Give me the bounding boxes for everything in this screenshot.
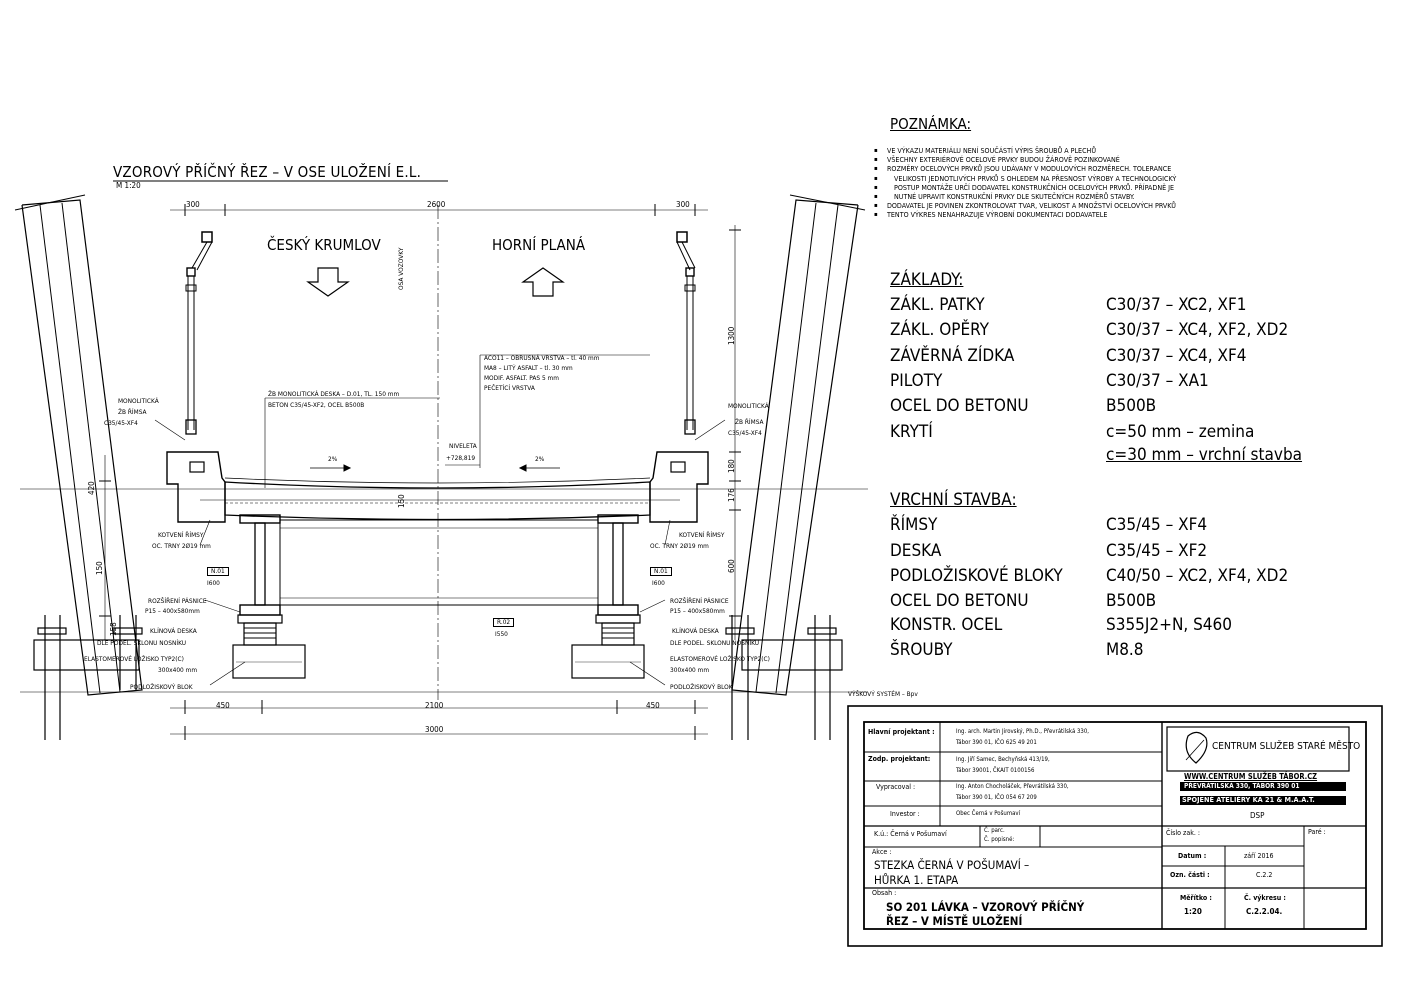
dim-176: 176 <box>727 488 736 502</box>
ku-label: K.ú.: Černá v Pošumaví <box>874 830 947 838</box>
datum-value: září 2016 <box>1244 852 1274 860</box>
pasnice-left-1: ROZŠÍŘENÍ PÁSNICE <box>148 597 207 605</box>
n01-left-profile: I600 <box>207 579 220 587</box>
note-item: ▪ VŠECHNY EXTERIÉROVÉ OCELOVÉ PRVKY BUDOU ŽÁROVĚ POZINKOVANÉ <box>874 155 1294 164</box>
vrchni-value: C35/45 – XF4 <box>1106 515 1208 535</box>
klinova-right-2: DLE PODEL. SKLONU NOSNÍKU <box>670 639 760 647</box>
vrchni-value: M8.8 <box>1106 640 1144 660</box>
kotveni-left-2: OC. TRNY 2Ø19 mm <box>152 542 211 550</box>
zodp-projektant-line2: Tábor 39001, ČKAIT 0100156 <box>956 767 1035 774</box>
dim-150b: 150 <box>95 561 104 575</box>
pasnice-right-1: ROZŠÍŘENÍ PÁSNICE <box>670 597 729 605</box>
vrchni-key: ŠROUBY <box>890 640 953 660</box>
investor-label: Investor : <box>890 810 920 818</box>
zaklady-value: B500B <box>1106 396 1157 416</box>
lozisko-right-2: 300x400 mm <box>670 666 710 674</box>
deck-label-2: BETON C35/45-XF2, OCEL B500B <box>268 401 365 409</box>
rimsa-right-3: C35/45-XF4 <box>728 429 762 437</box>
vypracoval-line2: Tábor 390 01, IČO 054 67 209 <box>956 794 1037 801</box>
zaklady-value: C30/37 – XC4, XF4 <box>1106 346 1247 366</box>
dim-bot-mid: 2100 <box>425 701 444 710</box>
niveleta-value: +728,819 <box>446 454 476 462</box>
lozisko-left-2: 300x400 mm <box>158 666 198 674</box>
vrchni-value: S355J2+N, S460 <box>1106 615 1232 635</box>
meritko-value: 1:20 <box>1184 907 1202 916</box>
notes-heading: POZNÁMKA: <box>890 115 972 133</box>
dim-bot-total: 3000 <box>425 725 444 734</box>
note-item-cont: ▪ NUTNÉ UPRAVIT KONSTRUKČNÍ PRVKY DLE SKUTEČNÝCH ROZMĚRŮ STAVBY. <box>874 192 1294 201</box>
niveleta-label: NIVELETA <box>449 442 477 450</box>
vrchni-value: C40/50 – XC2, XF4, XD2 <box>1106 566 1289 586</box>
dim-top-left: 300 <box>186 200 200 209</box>
obsah-line1: SO 201 LÁVKA – VZOROVÝ PŘÍČNÝ <box>886 900 1085 914</box>
slope-right: 2% <box>535 455 545 463</box>
scale-label: M 1:20 <box>116 181 141 190</box>
note-item: ▪ TENTO VÝKRES NENAHRAZUJE VÝROBNÍ DOKUMENTACI DODAVATELE <box>874 210 1294 219</box>
rimsa-right-1: MONOLITICKÁ <box>728 402 769 410</box>
oznaceni-casti-value: C.2.2 <box>1256 871 1273 879</box>
rimsa-left-1: MONOLITICKÁ <box>118 397 159 405</box>
kotveni-right-1: KOTVENÍ ŘÍMSY <box>679 531 725 539</box>
obsah-label: Obsah : <box>872 889 897 897</box>
r02-label: R.02 <box>493 618 514 627</box>
n01-left: N.01 <box>207 567 229 576</box>
meritko-label: Měřítko : <box>1180 894 1212 902</box>
zaklady-value: C30/37 – XC4, XF2, XD2 <box>1106 320 1289 340</box>
hlavni-projektant-line2: Tábor 390 01, IČO 625 49 201 <box>956 739 1037 746</box>
klinova-left-1: KLÍNOVÁ DESKA <box>150 627 197 635</box>
klinova-right-1: KLÍNOVÁ DESKA <box>672 627 719 635</box>
axis-label: OSA VOZOVKY <box>397 247 405 290</box>
cislo-vykresu-label: Č. výkresu : <box>1244 894 1286 902</box>
stage-label: DSP <box>1250 811 1265 820</box>
n01-right: N.01 <box>650 567 672 576</box>
r02-profile: I550 <box>495 630 508 638</box>
vypracoval-line1: Ing. Anton Chocholáček, Převrátilská 330, <box>956 783 1069 790</box>
vrchni-key: DESKA <box>890 541 942 561</box>
zaklady-key: ZÁKL. PATKY <box>890 295 985 315</box>
dim-1300: 1300 <box>727 326 736 345</box>
vrchni-key: OCEL DO BETONU <box>890 591 1029 611</box>
direction-left-label: ČESKÝ KRUMLOV <box>267 236 381 254</box>
rimsa-right-2: ŽB ŘÍMSA <box>735 418 764 426</box>
company-partners: SPOJENÉ ATELIÉRY KA 21 & M.A.A.T. <box>1182 795 1315 804</box>
kotveni-left-1: KOTVENÍ ŘÍMSY <box>158 531 204 539</box>
zaklady-key: PILOTY <box>890 371 943 391</box>
vrchni-key: PODLOŽISKOVÉ BLOKY <box>890 566 1063 586</box>
layer-1: ACO11 – OBRUSNÁ VRSTVA – tl. 40 mm <box>484 354 600 362</box>
cpopisne-label: Č. popisné: <box>984 836 1015 843</box>
zaklady-value: C30/37 – XC2, XF1 <box>1106 295 1247 315</box>
blok-right: PODLOŽISKOVÝ BLOK <box>670 683 733 691</box>
dim-420: 420 <box>87 481 96 495</box>
dim-180: 180 <box>727 459 736 473</box>
dim-bot-left: 450 <box>216 701 230 710</box>
dim-top-right: 300 <box>676 200 690 209</box>
obsah-line2: ŘEZ – V MÍSTĚ ULOŽENÍ <box>886 914 1023 928</box>
oznaceni-casti-label: Ozn. části : <box>1170 871 1210 879</box>
note-item: ▪ DODAVATEL JE POVINEN ZKONTROLOVAT TVAR, VELIKOST A MNOŽSTVÍ OCELOVÝCH PRVKŮ <box>874 201 1294 210</box>
company-address: PŘEVRÁTILSKÁ 330, TÁBOR 390 01 <box>1184 782 1300 790</box>
note-item-cont: ▪ VELIKOSTI JEDNOTLIVÝCH PRVKŮ S OHLEDEM NA PŘESNOST VÝROBY A TECHNOLOGICKÝ <box>874 174 1294 183</box>
dim-600: 600 <box>727 559 736 573</box>
dim-top-mid: 2600 <box>427 200 446 209</box>
slope-left: 2% <box>328 455 338 463</box>
section-title: VZOROVÝ PŘÍČNÝ ŘEZ – V OSE ULOŽENÍ E.L. <box>113 163 422 181</box>
zaklady-key: ZÁVĚRNÁ ZÍDKA <box>890 346 1015 366</box>
vrchni-value: C35/45 – XF2 <box>1106 541 1208 561</box>
note-item: ▪ ROZMĚRY OCELOVÝCH PRVKŮ JSOU UDÁVANY V MODULOVÝCH ROZMĚRECH. TOLERANCE <box>874 164 1294 173</box>
vrchni-key: ŘÍMSY <box>890 515 938 535</box>
rimsa-left-2: ŽB ŘÍMSA <box>118 408 147 416</box>
zaklady-value: C30/37 – XA1 <box>1106 371 1209 391</box>
zaklady-value: c=30 mm – vrchní stavba <box>1106 445 1303 465</box>
cislo-zakazky-label: Číslo zak. : <box>1166 829 1200 837</box>
zaklady-key: OCEL DO BETONU <box>890 396 1029 416</box>
kotveni-right-2: OC. TRNY 2Ø19 mm <box>650 542 709 550</box>
vypracoval-label: Vypracoval : <box>876 783 916 791</box>
pare-label: Paré : <box>1308 828 1326 836</box>
klinova-left-2: DLE PODEL. SKLONU NOSNÍKU <box>97 639 187 647</box>
vyskovy-system: VÝŠKOVÝ SYSTÉM – Bpv <box>848 690 918 698</box>
zaklady-heading: ZÁKLADY: <box>890 270 964 290</box>
notes-list <box>874 146 1294 220</box>
direction-right-label: HORNÍ PLANÁ <box>492 236 586 254</box>
datum-label: Datum : <box>1178 852 1207 860</box>
zaklady-key: ZÁKL. OPĚRY <box>890 320 989 340</box>
note-item: ▪ VE VÝKAZU MATERIÁLU NENÍ SOUČÁSTÍ VÝPIS ŠROUBŮ A PLECHŮ <box>874 146 1294 155</box>
dim-158: 158 <box>109 622 118 636</box>
n01-right-profile: I600 <box>652 579 665 587</box>
note-item-cont: ▪ POSTUP MONTÁŽE URČÍ DODAVATEL KONSTRUKČNÍCH OCELOVÝCH PRVKŮ. PŘÍPADNĚ JE <box>874 183 1294 192</box>
dim-150: 150 <box>397 494 406 508</box>
zaklady-value: c=50 mm – zemina <box>1106 422 1255 442</box>
vrchni-value: B500B <box>1106 591 1157 611</box>
investor-value: Obec Černá v Pošumaví <box>956 810 1021 817</box>
lozisko-left-1: ELASTOMEROVÉ LOŽISKO TYP2(C) <box>84 655 184 663</box>
akce-line1: STEZKA ČERNÁ V POŠUMAVÍ – <box>874 858 1030 872</box>
zodp-projektant-line1: Ing. Jiří Samec, Bechyňská 413/19, <box>956 756 1050 763</box>
cparc-label: Č. parc. <box>984 827 1005 834</box>
zodp-projektant-label: Zodp. projektant: <box>868 755 931 763</box>
vrchni-key: KONSTR. OCEL <box>890 615 1003 635</box>
zaklady-key: KRYTÍ <box>890 422 933 442</box>
blok-left: PODLOŽISKOVÝ BLOK <box>130 683 193 691</box>
pasnice-left-2: P15 – 400x580mm <box>145 607 200 615</box>
rimsa-left-3: C35/45-XF4 <box>104 419 138 427</box>
dim-bot-right: 450 <box>646 701 660 710</box>
hlavni-projektant-line1: Ing. arch. Martin Jirovský, Ph.D., Převrátilská 330, <box>956 728 1089 735</box>
akce-label: Akce : <box>872 848 892 856</box>
company-name: CENTRUM SLUŽEB STARÉ MĚSTO <box>1212 741 1361 752</box>
hlavni-projektant-label: Hlavní projektant : <box>868 728 935 736</box>
deck-label-1: ŽB MONOLITICKÁ DESKA – D.01, TL. 150 mm <box>268 390 400 398</box>
akce-line2: HŮRKA 1. ETAPA <box>874 873 959 887</box>
layer-2: MA8 – LITÝ ASFALT – tl. 30 mm <box>484 364 573 372</box>
lozisko-right-1: ELASTOMEROVÉ LOŽISKO TYP2(C) <box>670 655 770 663</box>
cislo-vykresu-value: C.2.2.04. <box>1246 907 1283 916</box>
layer-4: PEČETÍCÍ VRSTVA <box>484 384 535 392</box>
pasnice-right-2: P15 – 400x580mm <box>670 607 725 615</box>
company-web: WWW.CENTRUM SLUŽEB TÁBOR.CZ <box>1184 772 1318 781</box>
vrchni-heading: VRCHNÍ STAVBA: <box>890 490 1017 510</box>
layer-3: MODIF. ASFALT. PAS 5 mm <box>484 374 559 382</box>
